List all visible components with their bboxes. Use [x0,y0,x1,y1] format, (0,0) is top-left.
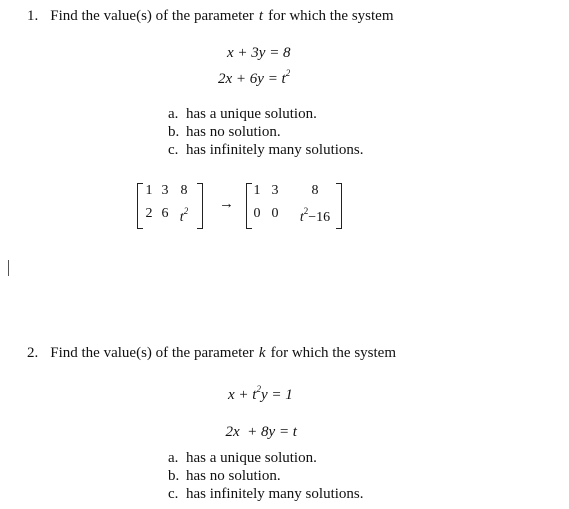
exponent: 2 [303,206,309,216]
option-letter: c. [168,142,179,158]
matrix-cell: 3 [161,183,169,198]
question-1-prompt [27,8,393,25]
equation-text: 2x + 6y = t [218,71,286,87]
exponent: 2 [285,68,291,78]
option-b [168,123,364,141]
q1-equation-1 [227,45,291,62]
right-bracket [336,183,342,229]
exponent: 2 [183,206,189,216]
question-number: 2. [27,345,39,361]
option-a [168,105,364,123]
equation-text-tail: y = 1 [260,387,293,403]
option-text: has no solution. [186,124,281,140]
option-letter: b. [168,124,180,140]
matrix-cell-tail: −16 [308,210,331,225]
option-text: has infinitely many solutions. [186,486,364,502]
matrix-cell: 0 [253,206,261,221]
exponent: 2 [256,384,261,394]
right-bracket [197,183,203,229]
row-reduce-arrow: → [219,196,234,212]
matrix-cell: 6 [161,206,169,221]
q1-equation-2 [218,68,290,88]
matrix-cell: 2 [145,206,153,221]
option-text: has no solution. [186,468,281,484]
matrix-cell: 1 [145,183,153,198]
prompt-text: Find the value(s) of the parameter [50,8,254,24]
prompt-text: Find the value(s) of the parameter [50,345,254,361]
prompt-text-tail: for which the system [268,8,394,24]
q2-equation-2 [218,407,297,441]
matrix-cell: 8 [311,183,319,198]
option-c [168,485,364,503]
option-b [168,467,364,485]
option-letter: b. [168,468,180,484]
text-cursor [8,260,9,276]
matrix-cell: 1 [253,183,261,198]
option-text: has a unique solution. [186,106,317,122]
prompt-text-tail: for which the system [270,345,396,361]
question-number: 1. [27,8,39,24]
parameter-symbol: t [258,8,264,24]
matrix-cell: 3 [271,183,279,198]
option-text: has infinitely many solutions. [186,142,364,158]
option-letter: c. [168,486,179,502]
equation-text: x + 3y = 8 [227,45,291,61]
matrix-cell-var: t [179,210,184,225]
matrix-cell-var: t [299,210,304,225]
option-c [168,141,364,159]
matrix-cell: 8 [180,183,188,198]
question-2-prompt [27,345,396,362]
option-text: has a unique solution. [186,450,317,466]
q2-options [168,449,364,503]
matrix-cell: 0 [271,206,279,221]
matrix-cell [173,206,195,226]
option-letter: a. [168,106,179,122]
augmented-matrix-b [250,183,344,226]
equation-text: x + t [228,387,257,403]
option-letter: a. [168,450,179,466]
parameter-symbol: k [258,345,266,361]
augmented-matrix-a [141,183,195,226]
option-a [168,449,364,467]
equation-text: 2x + 8y = t [225,424,297,440]
q1-options [168,105,364,159]
q2-equation-1 [228,384,293,404]
